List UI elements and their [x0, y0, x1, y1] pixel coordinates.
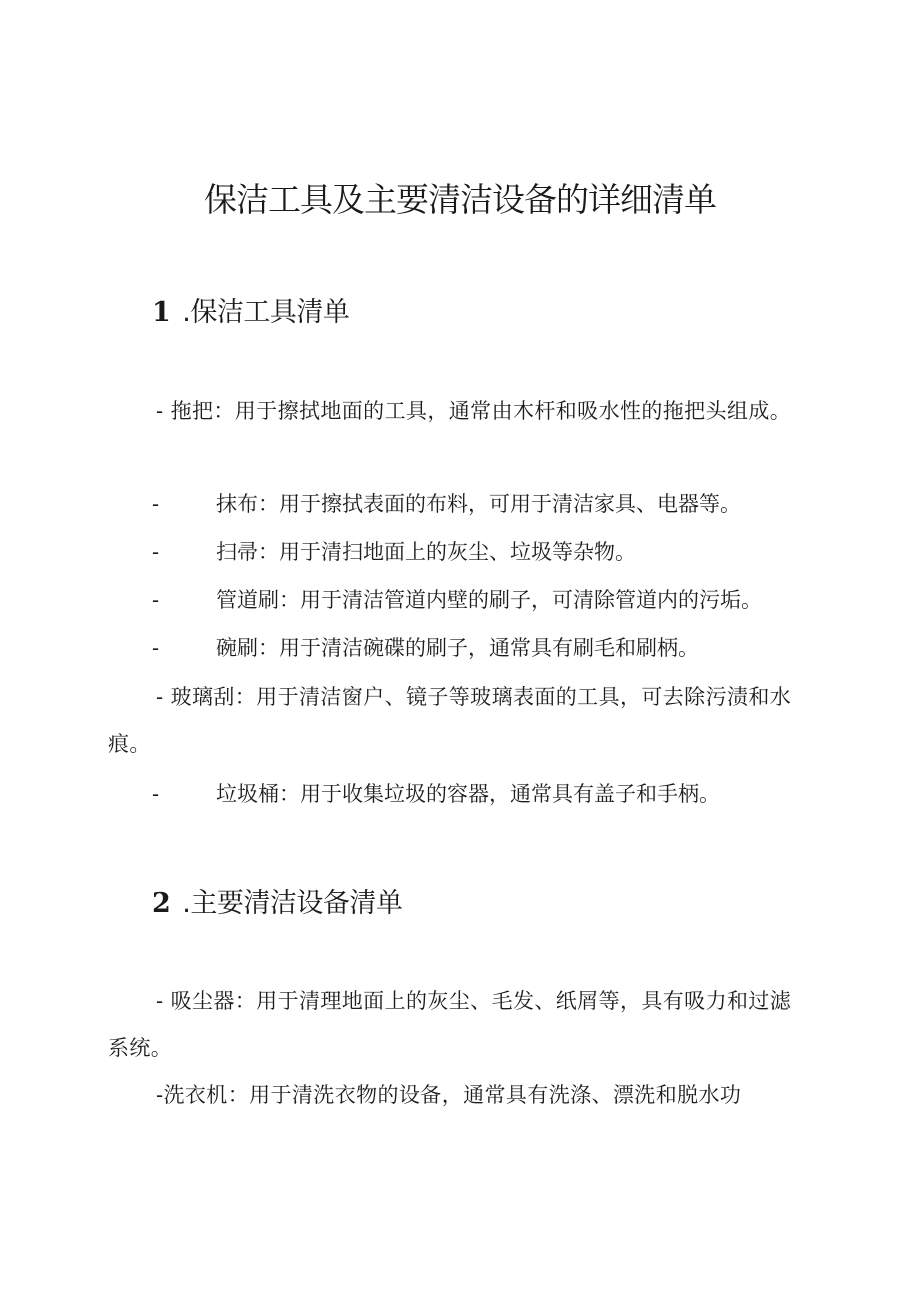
item-text: 吸尘器：用于清理地面上的灰尘、毛发、纸屑等，具有吸力和过滤系统。: [108, 989, 792, 1060]
item-dash: -: [152, 782, 160, 806]
list-item-squeegee: [108, 674, 808, 768]
list-item-broom: [152, 536, 832, 568]
list-item-washing-machine: [108, 1072, 808, 1119]
item-dash: -: [156, 399, 164, 423]
item-dash: -: [152, 588, 160, 612]
section-title: .保洁工具清单: [182, 297, 350, 328]
section-heading-tools: [152, 293, 349, 333]
section-heading-equipment: [152, 884, 402, 924]
list-item-cloth: [152, 488, 832, 520]
section-title: .主要清洁设备清单: [182, 888, 403, 919]
item-dash: -: [152, 492, 160, 516]
section-number: 2: [152, 888, 171, 919]
item-dash: -: [152, 636, 160, 660]
item-text: 管道刷：用于清洁管道内壁的刷子，可清除管道内的污垢。: [216, 588, 762, 612]
list-item-mop: [108, 388, 808, 435]
item-text: 碗刷：用于清洁碗碟的刷子，通常具有刷毛和刷柄。: [216, 636, 699, 660]
list-item-pipe-brush: [152, 584, 832, 616]
list-item-dish-brush: [152, 632, 832, 664]
item-text: 玻璃刮：用于清洁窗户、镜子等玻璃表面的工具，可去除污渍和水痕。: [108, 685, 792, 756]
list-item-vacuum: [108, 978, 808, 1072]
item-dash: -: [156, 989, 164, 1013]
item-text: 抹布：用于擦拭表面的布料，可用于清洁家具、电器等。: [216, 492, 741, 516]
item-text: 垃圾桶：用于收集垃圾的容器，通常具有盖子和手柄。: [216, 782, 720, 806]
list-item-trash-bin: [152, 778, 832, 810]
item-dash: -: [156, 1083, 164, 1107]
section-number: 1: [152, 297, 171, 328]
document-title: 保洁工具及主要清洁设备的详细清单: [204, 180, 716, 219]
item-text: 扫帚：用于清扫地面上的灰尘、垃圾等杂物。: [216, 540, 636, 564]
item-text: 拖把：用于擦拭地面的工具，通常由木杆和吸水性的拖把头组成。: [170, 399, 792, 423]
item-text: 洗衣机：用于清洗衣物的设备，通常具有洗涤、漂洗和脱水功: [163, 1083, 742, 1107]
item-dash: -: [156, 685, 164, 709]
item-dash: -: [152, 540, 160, 564]
